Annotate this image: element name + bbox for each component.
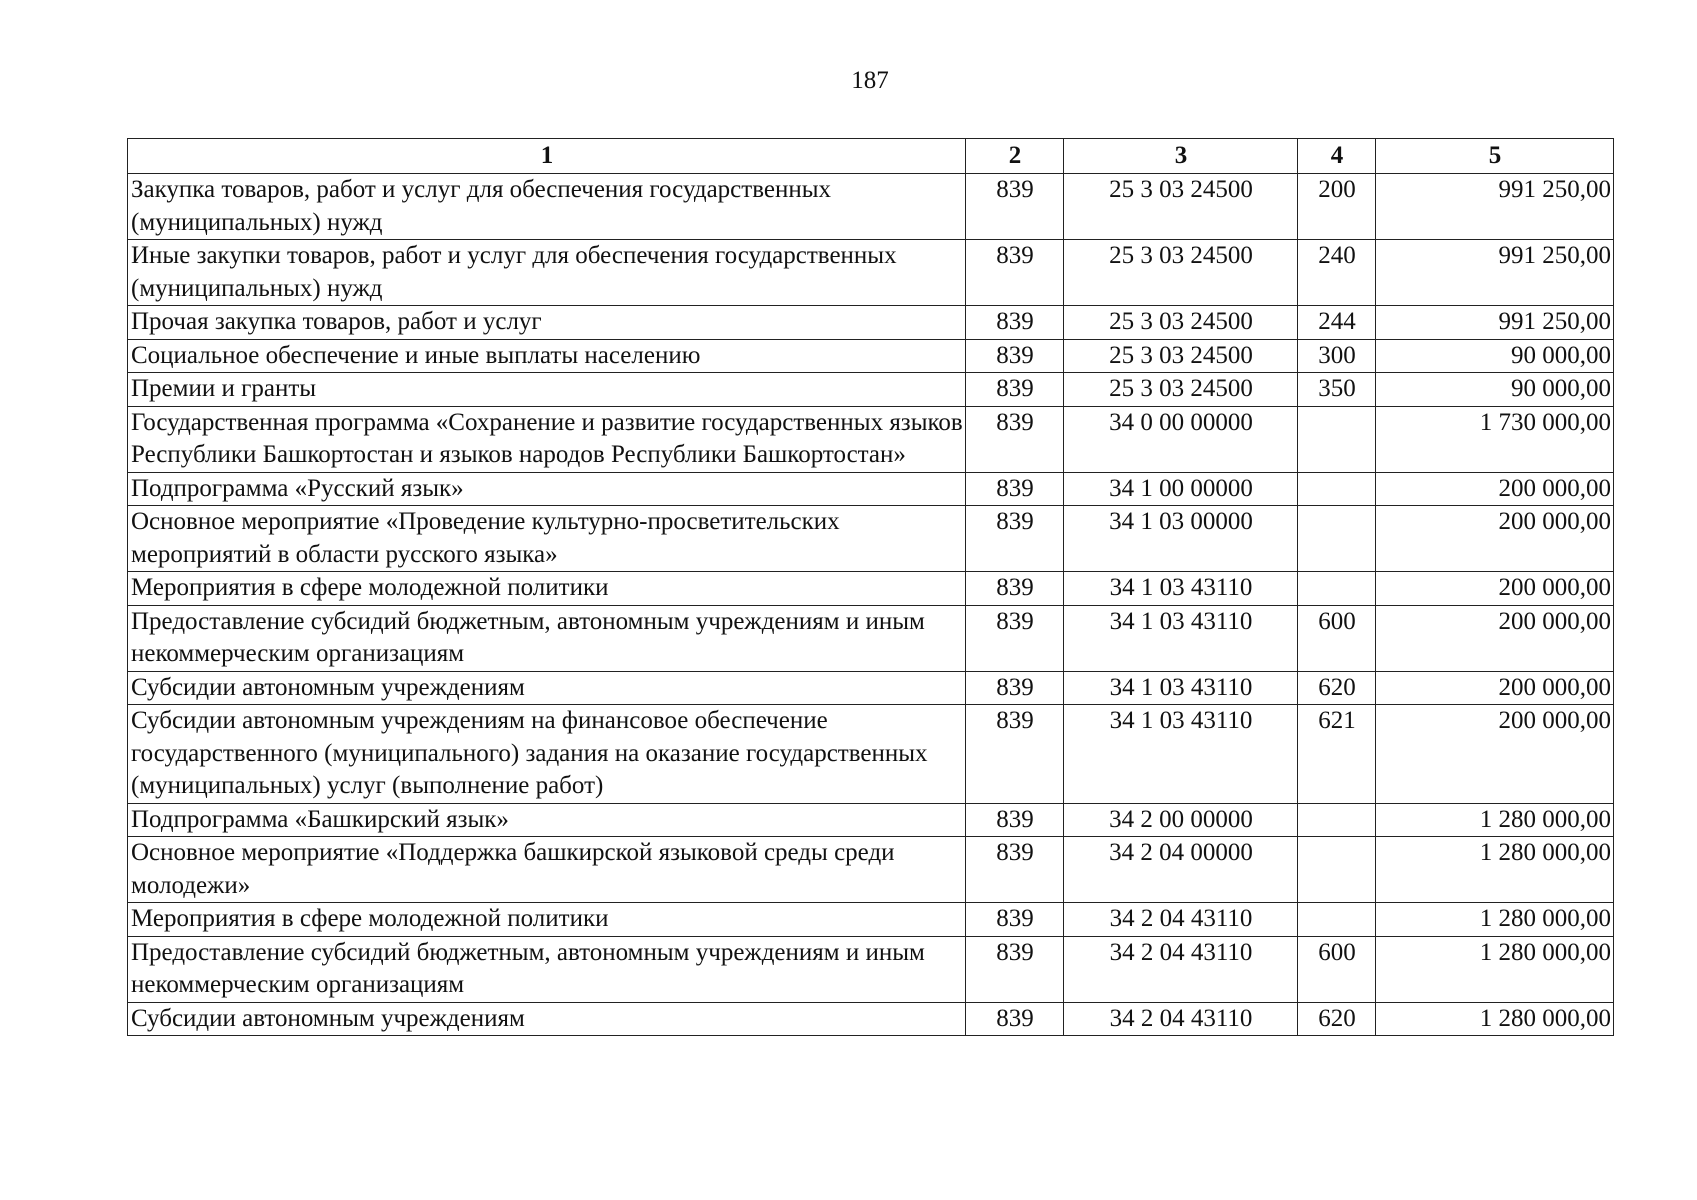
table-row: [128, 472, 1614, 506]
row-target-code-cell: 34 1 03 00000: [1064, 506, 1298, 572]
row-expense-type-cell: 621: [1298, 705, 1376, 804]
row-expense-type-cell: [1298, 406, 1376, 472]
row-target-code-cell: 34 2 04 43110: [1064, 903, 1298, 937]
row-gov-code-cell: 839: [966, 339, 1064, 373]
row-gov-code-cell: 839: [966, 472, 1064, 506]
row-expense-type-cell: [1298, 472, 1376, 506]
row-amount-cell: 90 000,00: [1376, 339, 1614, 373]
row-expense-type-cell: 600: [1298, 936, 1376, 1002]
row-name-cell: Закупка товаров, работ и услуг для обеспечения государственных (муниципальных) нужд: [128, 174, 966, 240]
row-gov-code-cell: 839: [966, 936, 1064, 1002]
row-gov-code-cell: 839: [966, 174, 1064, 240]
row-name-cell: Премии и гранты: [128, 373, 966, 407]
row-target-code-cell: 34 1 03 43110: [1064, 572, 1298, 606]
column-header: 4: [1298, 139, 1376, 174]
table-row: [128, 605, 1614, 671]
row-name-cell: Субсидии автономным учреждениям: [128, 1002, 966, 1036]
row-amount-cell: 991 250,00: [1376, 306, 1614, 340]
table-row: [128, 671, 1614, 705]
row-gov-code-cell: 839: [966, 903, 1064, 937]
row-expense-type-cell: 350: [1298, 373, 1376, 407]
column-header: 1: [128, 139, 966, 174]
column-header: 5: [1376, 139, 1614, 174]
row-gov-code-cell: 839: [966, 1002, 1064, 1036]
row-target-code-cell: 25 3 03 24500: [1064, 373, 1298, 407]
row-target-code-cell: 25 3 03 24500: [1064, 240, 1298, 306]
row-amount-cell: 991 250,00: [1376, 240, 1614, 306]
row-name-cell: Мероприятия в сфере молодежной политики: [128, 903, 966, 937]
row-name-cell: Социальное обеспечение и иные выплаты населению: [128, 339, 966, 373]
row-target-code-cell: 34 1 03 43110: [1064, 671, 1298, 705]
table-row: [128, 174, 1614, 240]
budget-table: [127, 138, 1614, 1036]
row-target-code-cell: 34 0 00 00000: [1064, 406, 1298, 472]
row-expense-type-cell: 200: [1298, 174, 1376, 240]
column-header: 3: [1064, 139, 1298, 174]
page-number: 187: [851, 67, 889, 94]
row-amount-cell: 200 000,00: [1376, 572, 1614, 606]
table-row: [128, 373, 1614, 407]
row-target-code-cell: 25 3 03 24500: [1064, 174, 1298, 240]
table-row: [128, 837, 1614, 903]
row-expense-type-cell: [1298, 837, 1376, 903]
row-expense-type-cell: 620: [1298, 671, 1376, 705]
row-amount-cell: 1 730 000,00: [1376, 406, 1614, 472]
row-name-cell: Подпрограмма «Башкирский язык»: [128, 803, 966, 837]
table-row: [128, 705, 1614, 804]
row-expense-type-cell: 300: [1298, 339, 1376, 373]
row-name-cell: Мероприятия в сфере молодежной политики: [128, 572, 966, 606]
table-row: [128, 936, 1614, 1002]
row-gov-code-cell: 839: [966, 705, 1064, 804]
row-expense-type-cell: [1298, 803, 1376, 837]
row-amount-cell: 200 000,00: [1376, 472, 1614, 506]
row-amount-cell: 200 000,00: [1376, 605, 1614, 671]
row-amount-cell: 200 000,00: [1376, 671, 1614, 705]
row-amount-cell: 991 250,00: [1376, 174, 1614, 240]
table-row: [128, 1002, 1614, 1036]
row-target-code-cell: 34 2 04 43110: [1064, 1002, 1298, 1036]
row-gov-code-cell: 839: [966, 506, 1064, 572]
row-target-code-cell: 34 2 04 00000: [1064, 837, 1298, 903]
row-expense-type-cell: [1298, 572, 1376, 606]
row-expense-type-cell: 620: [1298, 1002, 1376, 1036]
row-amount-cell: 1 280 000,00: [1376, 936, 1614, 1002]
row-target-code-cell: 34 2 04 43110: [1064, 936, 1298, 1002]
row-gov-code-cell: 839: [966, 605, 1064, 671]
row-name-cell: Основное мероприятие «Поддержка башкирской языковой среды среди молодежи»: [128, 837, 966, 903]
row-gov-code-cell: 839: [966, 572, 1064, 606]
row-name-cell: Иные закупки товаров, работ и услуг для обеспечения государственных (муниципальных) нужд: [128, 240, 966, 306]
row-amount-cell: 1 280 000,00: [1376, 803, 1614, 837]
row-target-code-cell: 25 3 03 24500: [1064, 339, 1298, 373]
row-gov-code-cell: 839: [966, 803, 1064, 837]
row-expense-type-cell: [1298, 903, 1376, 937]
row-target-code-cell: 25 3 03 24500: [1064, 306, 1298, 340]
table-row: [128, 339, 1614, 373]
row-name-cell: Субсидии автономным учреждениям на финансовое обеспечение государственного (муниципального) задания на оказание государственных (муниципальных) услуг (выполнение работ): [128, 705, 966, 804]
table-row: [128, 240, 1614, 306]
table-header-row: [128, 139, 1614, 174]
row-gov-code-cell: 839: [966, 306, 1064, 340]
row-expense-type-cell: [1298, 506, 1376, 572]
table-row: [128, 406, 1614, 472]
table-row: [128, 306, 1614, 340]
row-expense-type-cell: 240: [1298, 240, 1376, 306]
row-target-code-cell: 34 1 03 43110: [1064, 605, 1298, 671]
row-gov-code-cell: 839: [966, 373, 1064, 407]
row-amount-cell: 90 000,00: [1376, 373, 1614, 407]
row-name-cell: Предоставление субсидий бюджетным, автономным учреждениям и иным некоммерческим организациям: [128, 936, 966, 1002]
row-gov-code-cell: 839: [966, 406, 1064, 472]
row-name-cell: Предоставление субсидий бюджетным, автономным учреждениям и иным некоммерческим организациям: [128, 605, 966, 671]
table-row: [128, 572, 1614, 606]
table-row: [128, 903, 1614, 937]
row-target-code-cell: 34 2 00 00000: [1064, 803, 1298, 837]
row-amount-cell: 1 280 000,00: [1376, 1002, 1614, 1036]
row-amount-cell: 1 280 000,00: [1376, 837, 1614, 903]
column-header: 2: [966, 139, 1064, 174]
row-amount-cell: 200 000,00: [1376, 506, 1614, 572]
row-name-cell: Субсидии автономным учреждениям: [128, 671, 966, 705]
row-name-cell: Подпрограмма «Русский язык»: [128, 472, 966, 506]
table-row: [128, 506, 1614, 572]
table-row: [128, 803, 1614, 837]
row-gov-code-cell: 839: [966, 240, 1064, 306]
row-target-code-cell: 34 1 00 00000: [1064, 472, 1298, 506]
row-gov-code-cell: 839: [966, 671, 1064, 705]
row-expense-type-cell: 600: [1298, 605, 1376, 671]
row-name-cell: Прочая закупка товаров, работ и услуг: [128, 306, 966, 340]
row-expense-type-cell: 244: [1298, 306, 1376, 340]
row-name-cell: Основное мероприятие «Проведение культурно-просветительских мероприятий в области русского языка»: [128, 506, 966, 572]
row-gov-code-cell: 839: [966, 837, 1064, 903]
row-amount-cell: 200 000,00: [1376, 705, 1614, 804]
row-target-code-cell: 34 1 03 43110: [1064, 705, 1298, 804]
row-amount-cell: 1 280 000,00: [1376, 903, 1614, 937]
row-name-cell: Государственная программа «Сохранение и развитие государственных языков Республики Башкортостан и языков народов Республики Башкортостан»: [128, 406, 966, 472]
